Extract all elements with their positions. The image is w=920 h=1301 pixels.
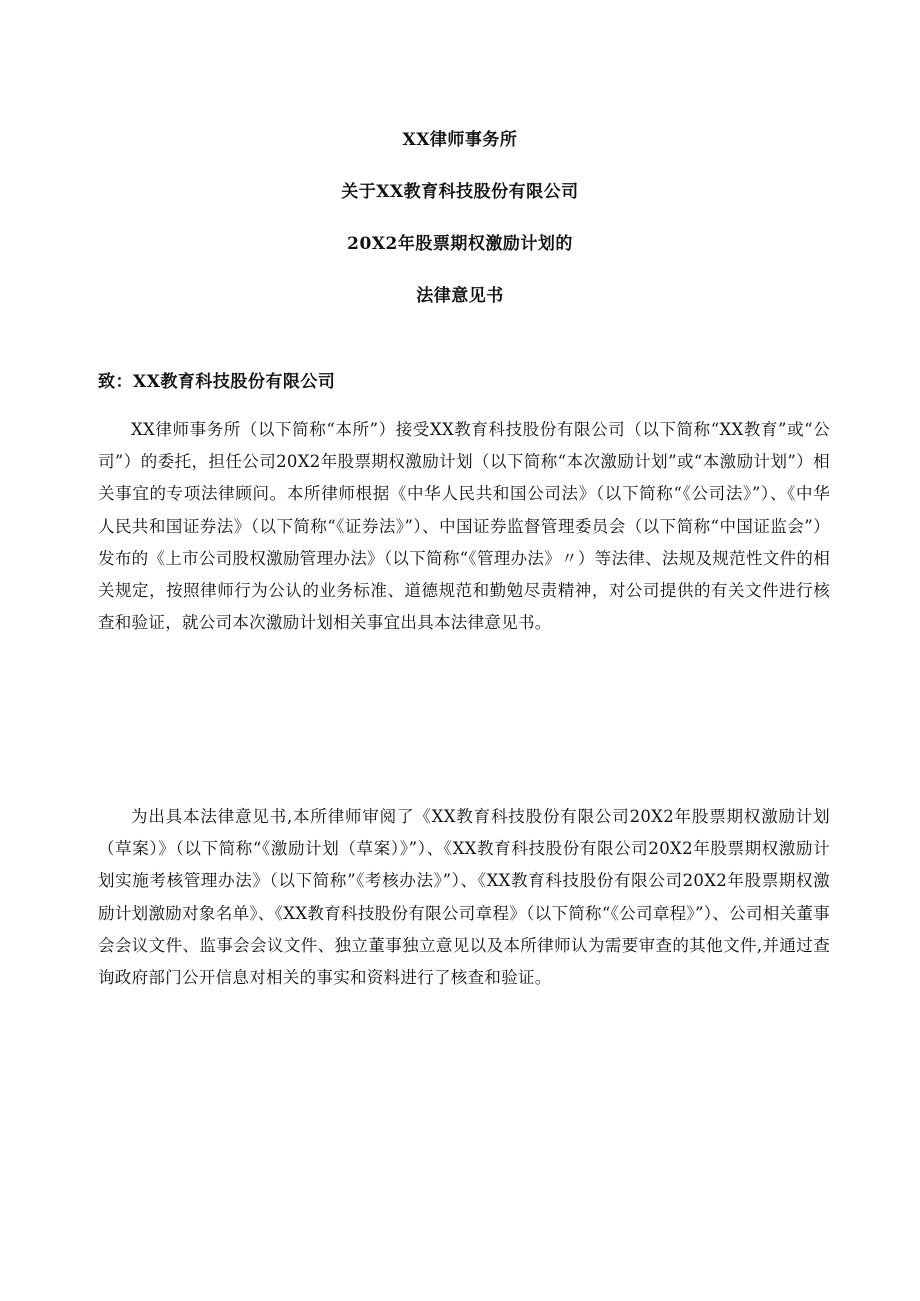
body-paragraph-review: 为出具本法律意见书,本所律师审阅了《XX教育科技股份有限公司20X2年股票期权激励计划（草案）》（以下简称“《激励计划（草案）》”）、《XX教育科技股份有限公司20X2年股票期权激励计划实施考核管理办法》（以下简称”《考核办法》”）、《XX教育科技股份有限公司20X2年股票期权激励计划激励对象名单》、《XX教育科技股份有限公司章程》（以下简称“《公司章程》”）、公司相关董事会会议文件、监事会会议文件、独立董事独立意见以及本所律师认为需要审查的其他文件,并通过查询政府部门公开信息对相关的事实和资料进行了核查和验证。 bbox=[98, 807, 830, 988]
body-paragraph-engagement: XX律师事务所（以下简称“本所”）接受XX教育科技股份有限公司（以下简称“XX教育”或“公司”）的委托，担任公司20X2年股票期权激励计划（以下简称“本次激励计划”或“本激励计划”）相关事宜的专项法律顾问。本所律师根据《中华人民共和国公司法》（以下简称“《公司法》”）、《中华人民共和国证券法》（以下简称“《证券法》”）、中国证券监督管理委员会（以下简称“中国证监会”）发布的《上市公司股权激励管理办法》（以下简称“《管理办法》〃）等法律、法规及规范性文件的相关规定，按照律师行为公认的业务标准、道德规范和勤勉尽责精神，对公司提供的有关文件进行核查和验证，就公司本次激励计划相关事宜出具本法律意见书。 bbox=[98, 420, 830, 633]
salutation: 致：XX教育科技股份有限公司 bbox=[98, 372, 336, 392]
title-line-firm: XX律师事务所 bbox=[402, 130, 518, 150]
title-line-company: 关于XX教育科技股份有限公司 bbox=[341, 182, 579, 202]
title-line-opinion: 法律意见书 bbox=[416, 286, 504, 306]
title-line-plan: 20X2年股票期权激励计划的 bbox=[347, 234, 573, 254]
document-title bbox=[0, 122, 920, 330]
